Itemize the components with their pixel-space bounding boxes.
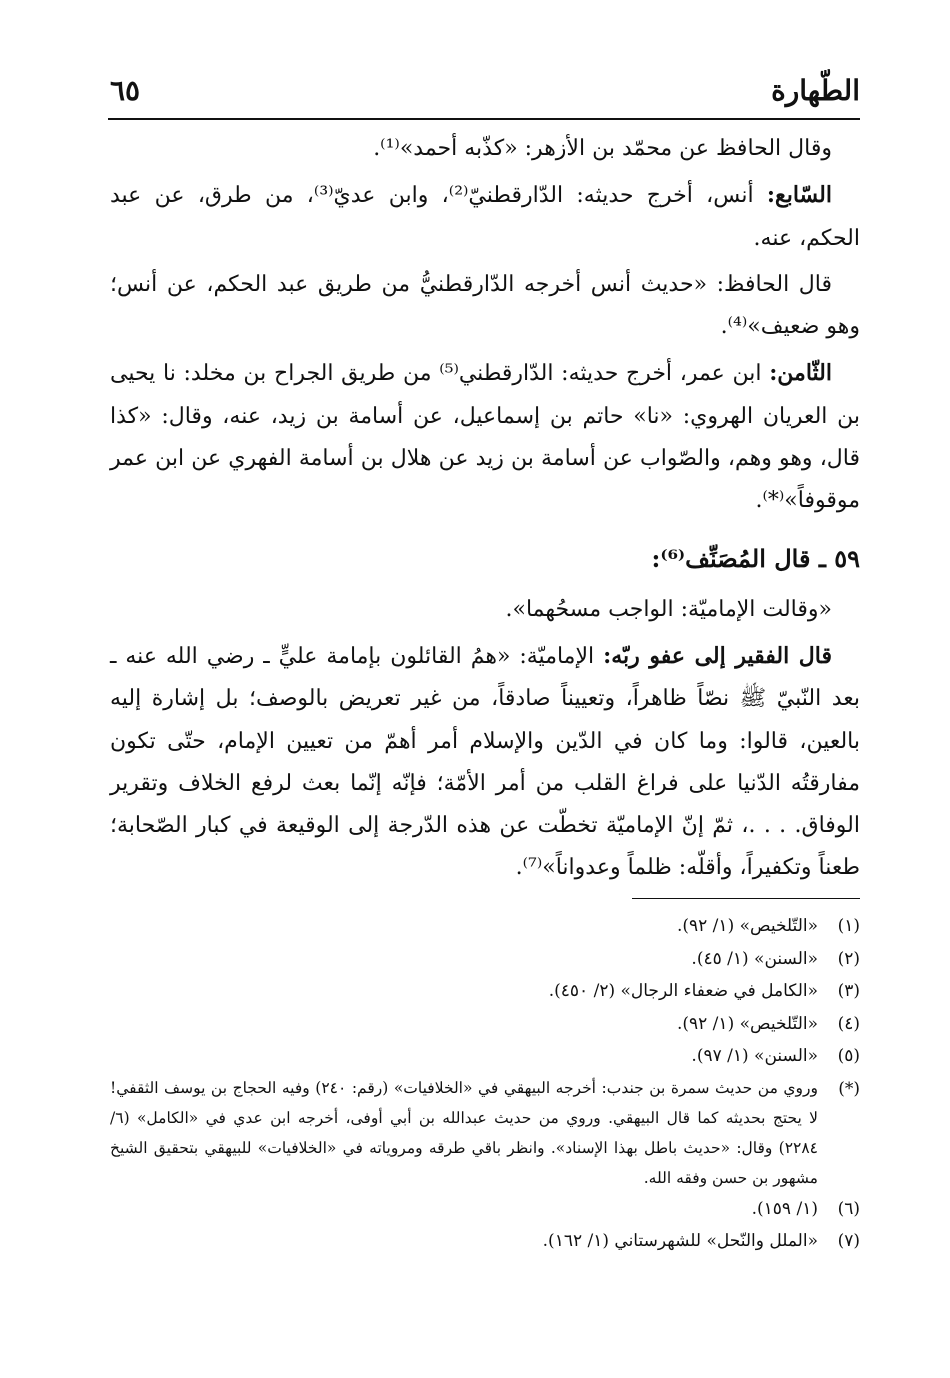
footnote <box>110 910 860 943</box>
footnote <box>110 975 860 1008</box>
footnote-rule <box>632 898 860 899</box>
footnote-text: (١/ ١٥٩). <box>751 1198 818 1219</box>
paragraph-4-lead: الثّامن: <box>769 360 832 387</box>
main-text <box>110 128 860 894</box>
footnote <box>110 1225 860 1258</box>
header-rule <box>108 118 860 120</box>
running-header <box>110 74 860 114</box>
footnote <box>110 1040 860 1073</box>
paragraph-2-lead: السّابع: <box>766 182 832 209</box>
footnote-note <box>110 1073 860 1193</box>
footnote <box>110 1008 860 1041</box>
paragraph-3: قال الحافظ: «حديث أنس أخرجه الدّارقطنيُّ من طريق عبد الحكم، عن أنس؛ وهو ضعيف»⁽⁴⁾. <box>110 271 860 340</box>
paragraph-1: وقال الحافظ عن محمّد بن الأزهر: «كذّبه أحمد»⁽¹⁾. <box>373 136 832 161</box>
footnote-number: (٣) <box>837 981 860 1001</box>
footnote-text: «التّلخيص» (١/ ٩٢). <box>676 916 818 936</box>
footnote-text: «السنن» (١/ ٩٧). <box>691 1046 818 1066</box>
paragraph-6: قال الفقير إلى عفو ربّه: الإماميّة: «همُ القائلون بإمامة عليٍّ ـ رضي الله عنه ـ بعد النّبيّ ﷺ نصّاً ظاهراً، وتعييناً صادقاً، من غير تعريض بالوصف؛ بل إشارة إليه بالعين، قالوا: وما كان في الدّين والإسلام أمر أهمّ من تعيين الإمام، حتّى تكون مفارقتُه الدّنيا على فراغ القلب من أمر الأمّة؛ فإنّه إنّما بعث لرفع الخلاف وتقرير الوفاق. . . .، ثمّ إنّ الإماميّة تخطّت عن هذه الدّرجة إلى الوقيعة في كبار الصّحابة؛ طعناً وتكفيراً، وأقلّه: ظلماً وعدواناً»⁽⁷⁾. <box>110 642 860 881</box>
footnote-number: (٥) <box>837 1046 860 1066</box>
footnote-number: (٦) <box>837 1198 860 1219</box>
footnote-number: (٢) <box>837 948 860 969</box>
footnote-number: (٧) <box>837 1231 860 1251</box>
footnote-text: وروي من حديث سمرة بن جندب: أخرجه البيهقي في «الخلافيات» (رقم: ٢٤٠) وفيه الحجاج بن يوسف الثقفي! لا يحتج بحديثه كما قال البيهقي. وروي من حديث عبدالله بن أبي أوفى، أخرجه ابن عدي في «الكامل» (٦/ ٢٢٨٤) وقال: «حديث باطل بهذا الإسناد». وانظر باقي طرقه ومروياته في «الخلافيات» للبيهقي بتحقيق الشيخ مشهور بن حسن وفقه الله. <box>110 1078 818 1187</box>
footnote-number: (٤) <box>837 1013 860 1034</box>
page-number: ٦٥ <box>110 74 141 107</box>
footnotes <box>110 910 860 1258</box>
footnote <box>110 943 860 976</box>
footnote-text: «السنن» (١/ ٤٥). <box>691 948 818 969</box>
footnote-number: (١) <box>837 916 860 936</box>
paragraph-4: الثّامن: ابن عمر، أخرج حديثه: الدّارقطني⁽⁵⁾ من طريق الجراح بن مخلد: نا يحيى بن العريان الهروي: «نا» حاتم بن إسماعيل، عن أسامة بن زيد، عنه، وقال: «كذا قال، وهو وهم، والصّواب عن أسامة بن زيد عن هلال بن أسامة الفهري عن ابن عمر موقوفاً»⁽*⁾. <box>110 360 860 514</box>
footnote <box>110 1193 860 1226</box>
paragraph-2: السّابع: أنس، أخرج حديثه: الدّارقطنيّ⁽²⁾، وابن عديّ⁽³⁾، من طرق، عن عبد الحكم، عنه. <box>110 182 860 251</box>
chapter-title: الطّهارة <box>771 74 860 107</box>
footnote-text: «الكامل في ضعفاء الرجال» (٢/ ٤٥٠). <box>548 981 818 1001</box>
footnote-text: «التّلخيص» (١/ ٩٢). <box>676 1013 818 1034</box>
footnote-text: «الملل والنّحل» للشهرستاني (١/ ١٦٢). <box>542 1231 818 1251</box>
footnote-number: (*) <box>838 1078 860 1099</box>
paragraph-6-lead: قال الفقير إلى عفو ربّه: <box>603 642 832 669</box>
section-heading: ٥٩ ـ قال المُصَنِّف⁽⁶⁾: <box>651 543 860 573</box>
paragraph-5: «وقالت الإماميّة: الواجب مسحُهما». <box>505 596 832 622</box>
